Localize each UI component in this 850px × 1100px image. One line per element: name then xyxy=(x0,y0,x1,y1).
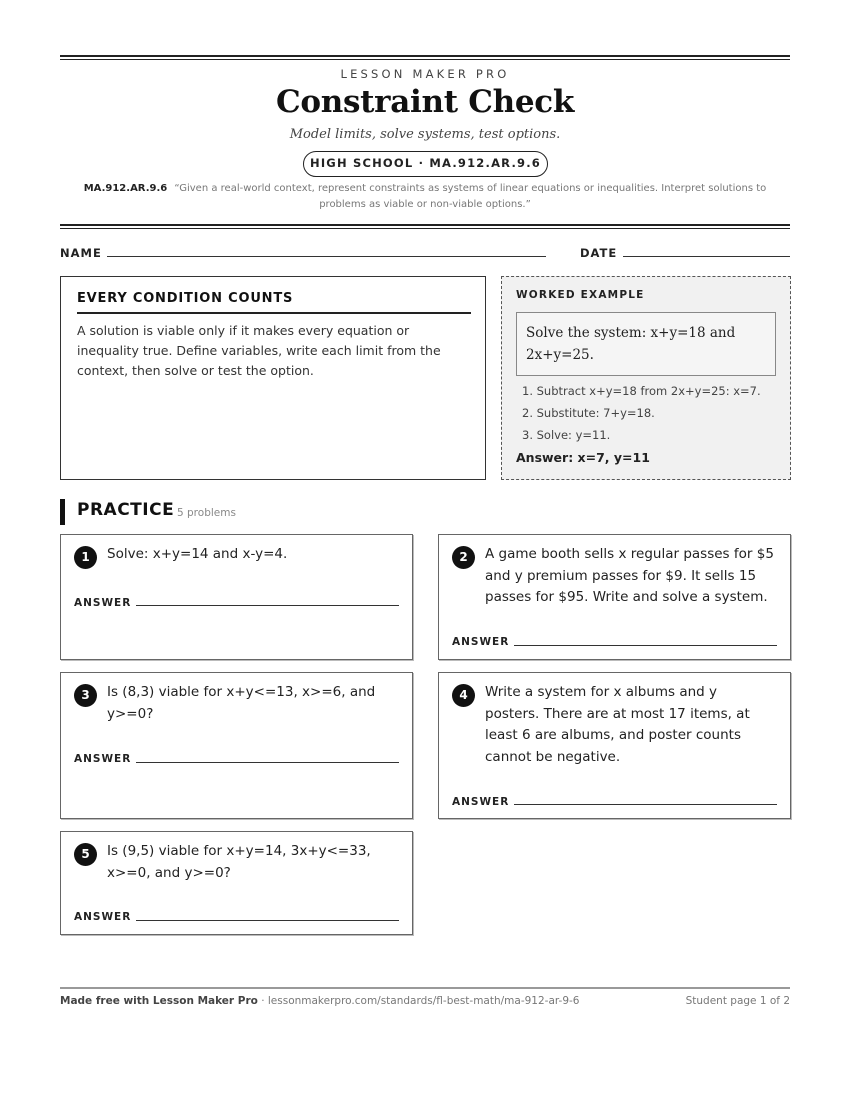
practice-heading: PRACTICE xyxy=(77,500,175,520)
problem-card-5 xyxy=(60,831,413,935)
problem-number: 4 xyxy=(452,684,475,707)
problem-number: 3 xyxy=(74,684,97,707)
top-rule xyxy=(60,55,790,57)
footer-made-with: Made free with Lesson Maker Pro xyxy=(60,995,258,1007)
top-rule-inner xyxy=(60,59,790,60)
answer-label: ANSWER xyxy=(74,753,132,765)
problem-card-4 xyxy=(438,672,791,819)
problem-text: Is (8,3) viable for x+y<=13, x>=6, and y>=0? xyxy=(107,684,376,722)
worked-example-answer: Answer: x=7, y=11 xyxy=(516,450,650,465)
header-bottom-rule xyxy=(60,224,790,226)
worked-example-label: WORKED EXAMPLE xyxy=(516,289,645,301)
problem-number: 1 xyxy=(74,546,97,569)
standard-text: “Given a real-world context, represent constraints as systems of linear equations or inequalities. Interpret solutions to problems as viable or non-viable options.” xyxy=(174,183,767,210)
date-label: DATE xyxy=(580,246,618,260)
date-line[interactable] xyxy=(623,256,790,257)
concept-title: EVERY CONDITION COUNTS xyxy=(77,291,471,314)
problem-text: Write a system for x albums and y posters. There are at most 17 items, at least 6 are albums, and poster counts cannot be negative. xyxy=(485,684,750,765)
answer-line[interactable] xyxy=(514,645,777,646)
answer-line[interactable] xyxy=(514,804,777,805)
name-line[interactable] xyxy=(107,256,546,257)
level-badge: HIGH SCHOOL · MA.912.AR.9.6 xyxy=(303,151,548,177)
footer-rule xyxy=(60,987,790,989)
worked-example-steps xyxy=(516,380,786,446)
worked-step: 1. Subtract x+y=18 from 2x+y=25: x=7. xyxy=(522,384,761,398)
answer-line[interactable] xyxy=(136,605,399,606)
answer-label: ANSWER xyxy=(452,796,510,808)
problem-number: 2 xyxy=(452,546,475,569)
answer-label: ANSWER xyxy=(74,597,132,609)
standard-description xyxy=(60,181,790,213)
footer-page-number: Student page 1 of 2 xyxy=(685,995,790,1007)
problem-text: Solve: x+y=14 and x-y=4. xyxy=(107,546,288,562)
problem-card-2 xyxy=(438,534,791,660)
concept-body: A solution is viable only if it makes every equation or inequality true. Define variables, write each limit from the context, then solve or test the option. xyxy=(77,323,441,378)
answer-label: ANSWER xyxy=(452,636,510,648)
problem-text: Is (9,5) viable for x+y=14, 3x+y<=33, x>=0, and y>=0? xyxy=(107,843,371,881)
answer-line[interactable] xyxy=(136,920,399,921)
problem-card-3 xyxy=(60,672,413,819)
header-bottom-rule-inner xyxy=(60,228,790,229)
page-subtitle: Model limits, solve systems, test options. xyxy=(289,127,561,142)
brand-name: LESSON MAKER PRO xyxy=(340,67,510,81)
worked-step: 3. Solve: y=11. xyxy=(522,428,611,442)
footer-url[interactable]: · lessonmakerpro.com/standards/fl-best-math/ma-912-ar-9-6 xyxy=(257,995,580,1007)
worked-example-box xyxy=(501,276,791,480)
page-title: Constraint Check xyxy=(276,84,574,120)
name-label: NAME xyxy=(60,246,102,260)
standard-code: MA.912.AR.9.6 xyxy=(83,183,168,194)
problem-card-1 xyxy=(60,534,413,660)
problem-text: A game booth sells x regular passes for $5 and y premium passes for $9. It sells 15 passes for $95. Write and solve a system. xyxy=(485,546,774,605)
worked-example-problem: Solve the system: x+y=18 and 2x+y=25. xyxy=(516,312,776,376)
practice-count: 5 problems xyxy=(177,507,236,519)
answer-line[interactable] xyxy=(136,762,399,763)
practice-accent-bar xyxy=(60,499,65,525)
answer-label: ANSWER xyxy=(74,911,132,923)
problem-number: 5 xyxy=(74,843,97,866)
concept-box xyxy=(60,276,486,480)
worked-step: 2. Substitute: 7+y=18. xyxy=(522,406,655,420)
footer-credit xyxy=(60,995,579,1007)
